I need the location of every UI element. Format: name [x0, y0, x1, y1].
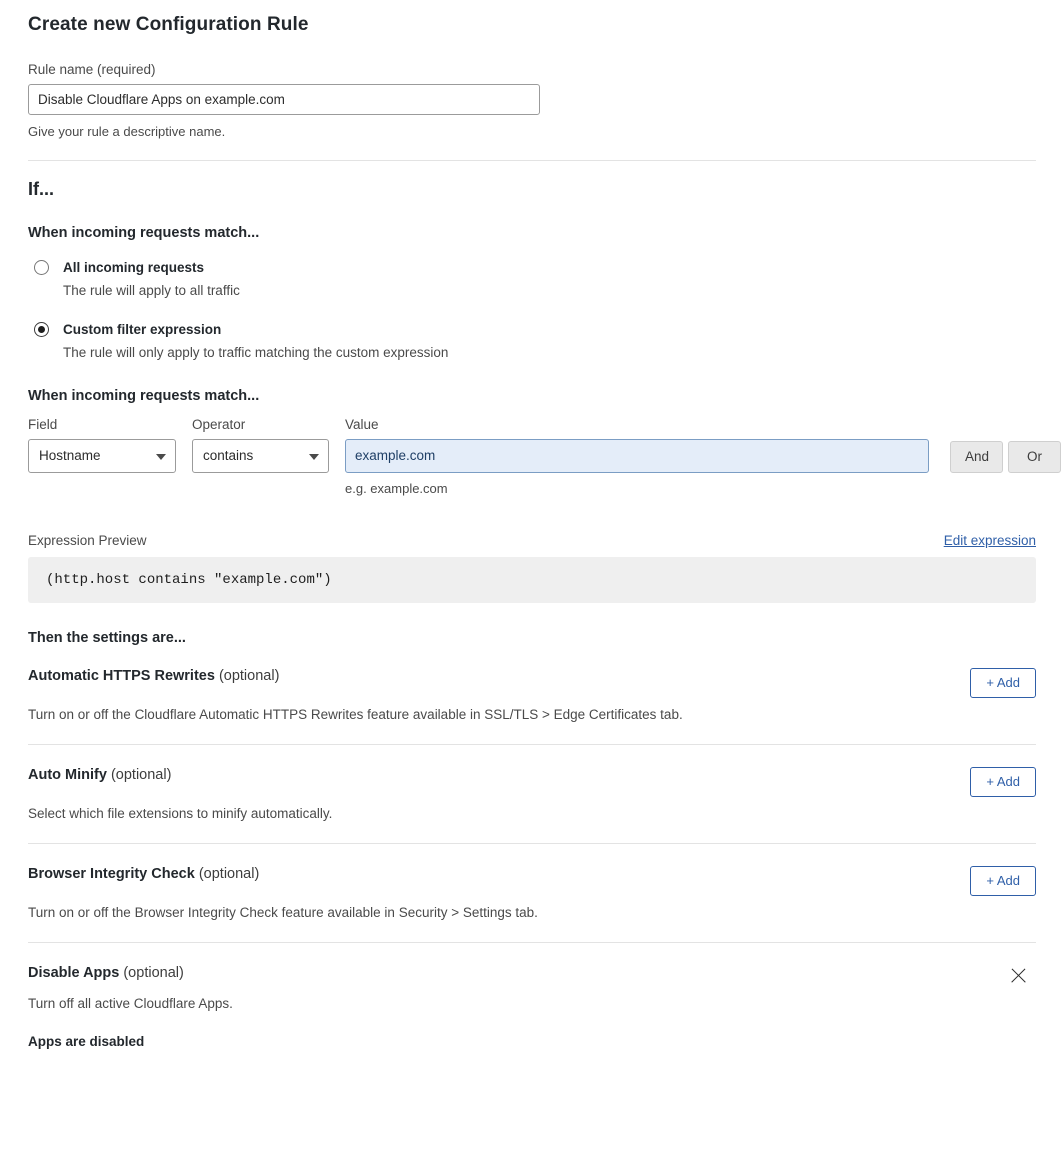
setting-title	[28, 668, 279, 684]
setting-name: Disable Apps	[28, 964, 120, 981]
radio-label: Custom filter expression	[63, 322, 222, 338]
setting-optional-tag: (optional)	[119, 964, 184, 981]
status-badge: Apps are disabled	[28, 1033, 145, 1049]
operator-column	[192, 417, 329, 473]
match-heading: When incoming requests match...	[28, 225, 260, 241]
setting-optional-tag: (optional)	[194, 865, 260, 882]
setting-name: Automatic HTTPS Rewrites	[28, 667, 215, 684]
chevron-down-icon[interactable]	[309, 454, 319, 460]
setting-auto-minify	[28, 745, 1036, 844]
expression-preview-header	[28, 533, 1036, 548]
rule-name-help: Give your rule a descriptive name.	[28, 124, 226, 139]
radio-description: The rule will only apply to traffic matching the custom expression	[63, 345, 449, 361]
rule-name-label: Rule name (required)	[28, 62, 156, 77]
setting-description: Turn on or off the Cloudflare Automatic HTTPS Rewrites feature available in SSL/TLS > Edge Certificates tab.	[28, 706, 683, 722]
close-icon[interactable]	[1008, 965, 1030, 987]
value-hint: e.g. example.com	[345, 480, 448, 496]
page-title: Create new Configuration Rule	[28, 14, 309, 35]
operator-label: Operator	[192, 416, 246, 432]
edit-expression-link[interactable]: Edit expression	[943, 532, 1036, 548]
radio-description: The rule will apply to all traffic	[63, 282, 240, 298]
field-column	[28, 417, 176, 473]
radio-custom-filter-expression[interactable]	[28, 320, 1036, 362]
setting-title	[28, 866, 259, 882]
value-column	[345, 417, 929, 496]
configuration-rule-form	[0, 14, 1064, 1049]
field-label: Field	[28, 416, 58, 432]
setting-description: Select which file extensions to minify automatically.	[28, 805, 333, 821]
setting-name: Browser Integrity Check	[28, 865, 195, 882]
expression-builder-row	[28, 416, 1042, 496]
add-setting-button[interactable]: + Add	[970, 767, 1036, 797]
setting-title	[28, 965, 184, 981]
radio-label: All incoming requests	[63, 260, 205, 275]
add-setting-button[interactable]: + Add	[970, 668, 1036, 698]
setting-description: Turn on or off the Browser Integrity Check feature available in Security > Settings tab.	[28, 904, 538, 920]
builder-heading: When incoming requests match...	[28, 387, 260, 404]
rule-name-input[interactable]	[28, 84, 540, 115]
radio-icon-unchecked[interactable]	[34, 260, 49, 275]
setting-optional-tag: (optional)	[214, 667, 280, 684]
then-heading: Then the settings are...	[28, 629, 186, 646]
setting-disable-apps	[28, 943, 1036, 1049]
chevron-down-icon[interactable]	[156, 454, 166, 460]
expression-preview-box: (http.host contains "example.com")	[28, 557, 1036, 603]
expression-preview-label: Expression Preview	[28, 532, 147, 548]
setting-name: Auto Minify	[28, 766, 107, 783]
and-button[interactable]: And	[950, 441, 1003, 473]
operator-select-value: contains	[203, 448, 254, 464]
setting-description: Turn off all active Cloudflare Apps.	[28, 995, 233, 1011]
value-input[interactable]	[345, 439, 929, 473]
operator-select[interactable]	[192, 439, 329, 473]
radio-icon-checked[interactable]	[34, 322, 49, 337]
setting-optional-tag: (optional)	[106, 766, 172, 783]
field-select-value: Hostname	[39, 448, 101, 464]
match-mode-radio-group	[28, 258, 1036, 363]
or-button[interactable]: Or	[1008, 441, 1061, 473]
add-setting-button[interactable]: + Add	[970, 866, 1036, 896]
setting-title	[28, 767, 171, 783]
setting-automatic-https-rewrites	[28, 646, 1036, 745]
divider	[28, 160, 1036, 161]
radio-all-incoming-requests[interactable]	[28, 258, 1036, 300]
setting-browser-integrity-check	[28, 844, 1036, 943]
if-heading: If...	[28, 179, 54, 199]
value-label: Value	[345, 416, 379, 432]
field-select[interactable]	[28, 439, 176, 473]
